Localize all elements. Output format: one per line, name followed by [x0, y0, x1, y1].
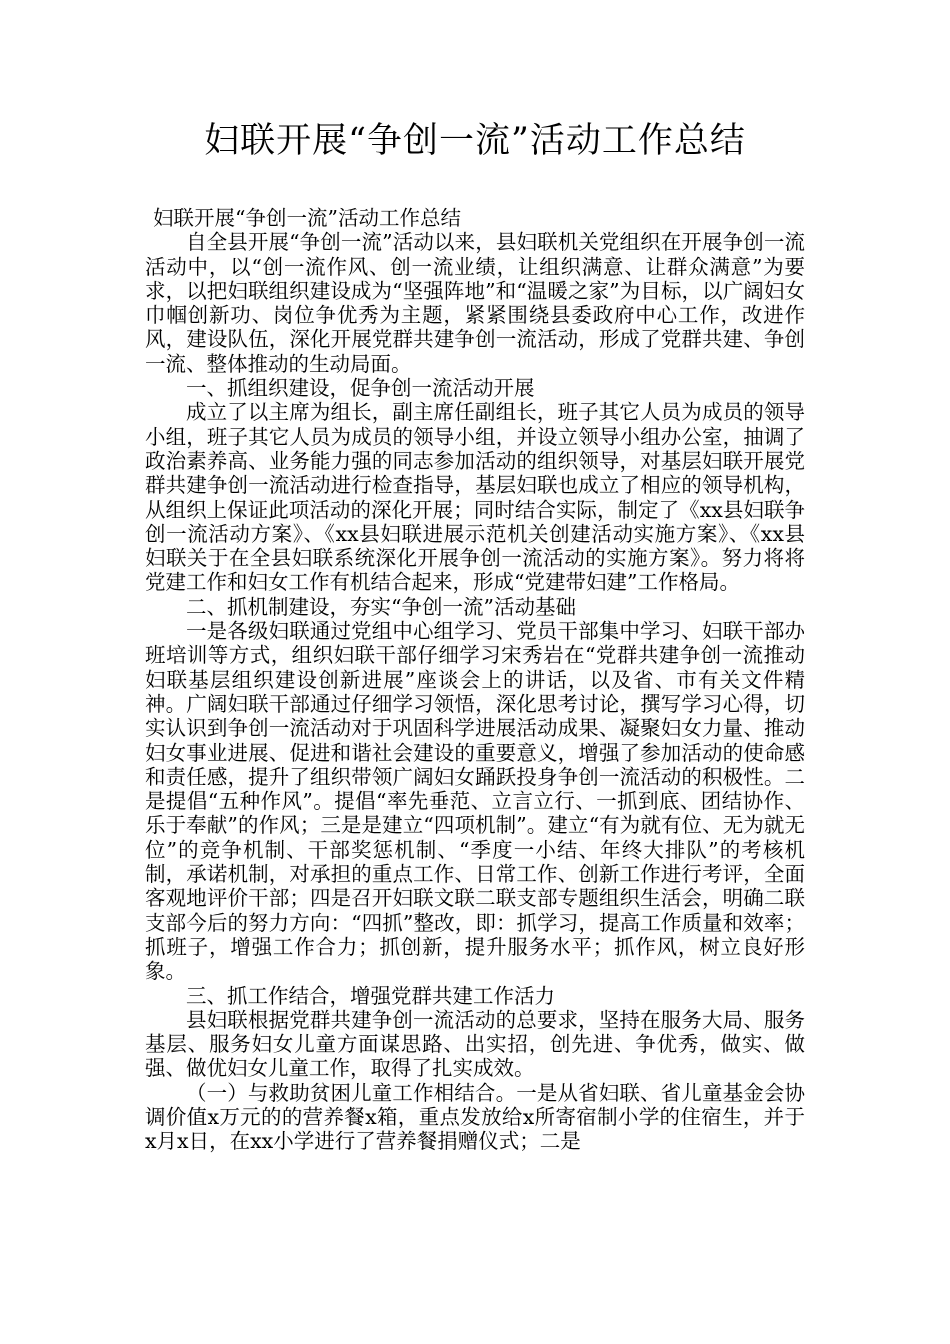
document-page [145, 120, 805, 1154]
section-2-paragraph: 一是各级妇联通过党组中心组学习、党员干部集中学习、妇联干部办班培训等方式，组织妇联干部仔细学习宋秀岩在“党群共建争创一流推动妇联基层组织建设创新进展”座谈会上的讲话，以及省、市有关文件精神。广阔妇联干部通过仔细学习领悟，深化思考讨论，撰写学习心得，切实认识到争创一流活动对于巩固科学进展活动成果、凝聚妇女力量、推动妇女事业进展、促进和谐社会建设的重要意义，增强了参加活动的使命感和责任感，提升了组织带领广阔妇女踊跃投身争创一流活动的积极性。二是提倡“五种作风”。提倡“率先垂范、立言立行、一抓到底、团结协作、乐于奉献”的作风；三是是建立“四项机制”。建立“有为就有位、无为就无位”的竞争机制、干部奖惩机制、“季度一小结、年终大排队”的考核机制，承诺机制，对承担的重点工作、日常工作、创新工作进行考评，全面客观地评价干部；四是召开妇联文联二联支部专题组织生活会，明确二联支部今后的努力方向：“四抓”整改，即：抓学习，提高工作质量和效率；抓班子，增强工作合力；抓创新，提升服务水平；抓作风，树立良好形象。 [145, 619, 805, 984]
section-3-paragraph: 县妇联根据党群共建争创一流活动的总要求，坚持在服务大局、服务基层、服务妇女儿童方面谋思路、出实招，创先进、争优秀，做实、做强、做优妇女儿童工作，取得了扎实成效。 [145, 1007, 805, 1081]
section-heading-1: 一、抓组织建设，促争创一流活动开展 [186, 376, 535, 401]
section-heading-3: 三、抓工作结合，增强党群共建工作活力 [186, 983, 555, 1008]
section-3-subparagraph-1: （一）与救助贫困儿童工作相结合。一是从省妇联、省儿童基金会协调价值x万元的的营养餐x箱，重点发放给x所寄宿制小学的住宿生，并于x月x日，在xx小学进行了营养餐捐赠仪式；二是 [145, 1080, 805, 1154]
document-title: 妇联开展“争创一流”活动工作总结 [204, 121, 746, 161]
document-subtitle: 妇联开展“争创一流”活动工作总结 [153, 206, 461, 230]
intro-paragraph: 自全县开展“争创一流”活动以来，县妇联机关党组织在开展争创一流活动中，以“创一流作风、创一流业绩，让组织满意、让群众满意”为要求，以把妇联组织建设成为“坚强阵地”和“温暖之家”为目标，以广阔妇女巾帼创新功、岗位争优秀为主题，紧紧围绕县委政府中心工作，改进作风，建设队伍，深化开展党群共建争创一流活动，形成了党群共建、争创一流、整体推动的生动局面。 [145, 230, 805, 376]
section-heading-2: 二、抓机制建设，夯实“争创一流”活动基础 [186, 594, 576, 619]
section-1-paragraph: 成立了以主席为组长，副主席任副组长，班子其它人员为成员的领导小组，班子其它人员为成员的领导小组，并设立领导小组办公室，抽调了政治素养高、业务能力强的同志参加活动的组织领导，对基层妇联开展党群共建争创一流活动进行检查指导，基层妇联也成立了相应的领导机构，从组织上保证此项活动的深化开展；同时结合实际，制定了《xx县妇联争创一流活动方案》、《xx县妇联进展示范机关创建活动实施方案》、《xx县妇联关于在全县妇联系统深化开展争创一流活动的实施方案》。努力将将党建工作和妇女工作有机结合起来，形成“党建带妇建”工作格局。 [145, 400, 805, 595]
